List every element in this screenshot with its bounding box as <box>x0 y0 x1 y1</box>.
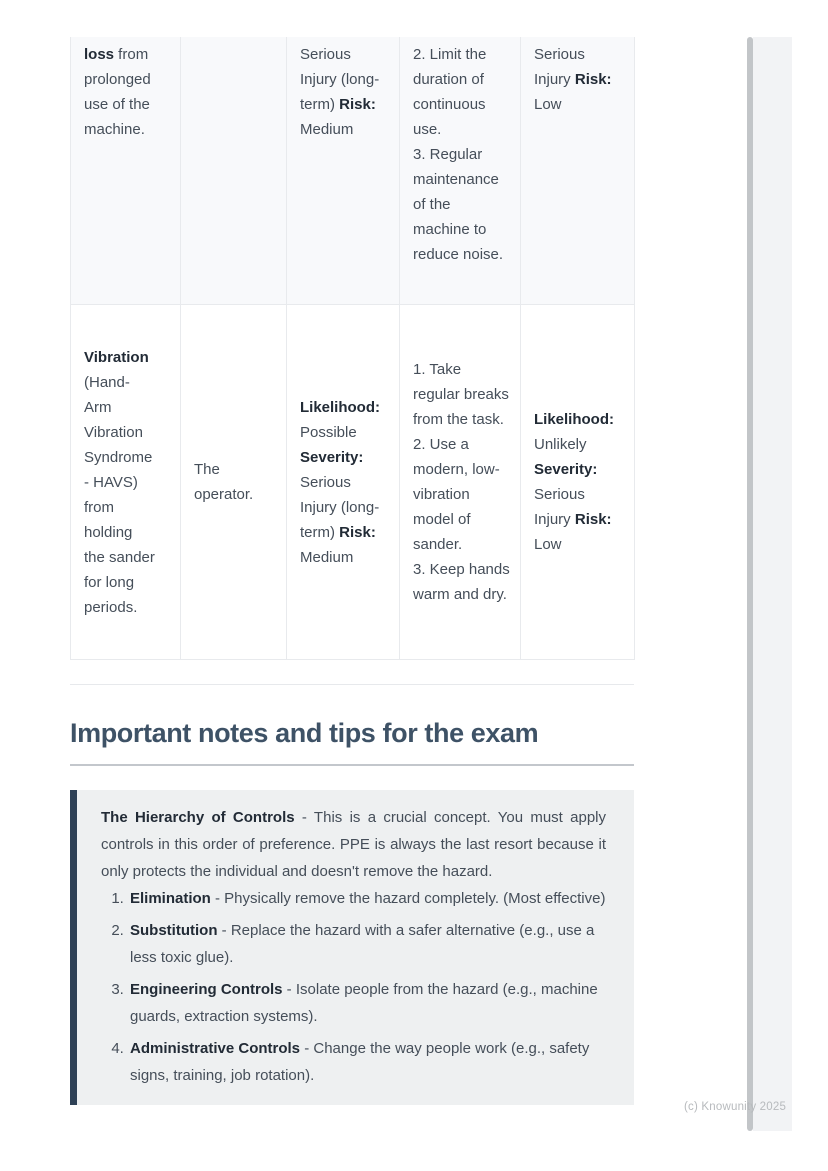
residual-risk-text: Likelihood: Unlikely Severity: Serious Injury Risk: Low <box>534 411 614 553</box>
cell-hazard-row1 <box>71 37 181 305</box>
control-item: 3. Regular maintenance of the machine to reduce noise. <box>413 146 504 263</box>
hierarchy-list <box>101 885 606 1089</box>
knowunity-watermark: (c) Knowunity 2025 <box>684 1101 787 1113</box>
initial-risk-text: Likelihood: Possible Severity: Serious Injury (long-term) Risk: Medium <box>300 398 380 566</box>
cell-residual-risk-row2 <box>521 305 635 660</box>
control-item: 1. Take regular breaks from the task. <box>413 361 509 428</box>
hazard-text: Vibration (Hand-Arm Vibration Syndrome - HAVS) from holding the sander for long periods. <box>84 348 155 616</box>
control-item: 2. Use a modern, low-vibration model of sander. <box>413 436 500 553</box>
cell-controls-row2 <box>400 305 521 660</box>
residual-risk-text: Serious Injury Risk: Low <box>534 46 612 113</box>
heading-rule <box>70 764 634 766</box>
cell-initial-risk-row1 <box>287 37 400 305</box>
cell-hazard-row2 <box>71 305 181 660</box>
hazard-text: loss from prolonged use of the machine. <box>84 46 151 138</box>
initial-risk-text: Serious Injury (long-term) Risk: Medium <box>300 46 380 138</box>
list-item-engineering-controls: 3. Engineering Controls - Isolate people from the hazard (e.g., machine guards, extraction systems). <box>128 976 606 1030</box>
list-item-administrative-controls: 4. Administrative Controls - Change the way people work (e.g., safety signs, training, job rotation). <box>128 1035 606 1089</box>
cell-initial-risk-row2 <box>287 305 400 660</box>
cell-residual-risk-row1 <box>521 37 635 305</box>
exam-tips-box <box>70 790 634 1105</box>
hierarchy-intro: The Hierarchy of Controls - This is a crucial concept. You must apply controls in this order of preference. PPE is always the last resort because it only protects the individual and doesn't remove the hazard. <box>101 809 607 880</box>
scrollbar-thumb[interactable] <box>747 37 753 1131</box>
next-page-edge <box>753 37 792 1131</box>
cell-controls-row1 <box>400 37 521 305</box>
hierarchy-term: The Hierarchy of Controls <box>101 809 295 826</box>
list-item-substitution: 2. Substitution - Replace the hazard with a safer alternative (e.g., use a less toxic glue). <box>128 917 606 971</box>
page-title: Important notes and tips for the exam <box>70 718 539 748</box>
hazard-term: loss <box>84 46 115 63</box>
control-item: 3. Keep hands warm and dry. <box>413 561 510 603</box>
list-item-elimination: 1. Elimination - Physically remove the hazard completely. (Most effective) <box>128 885 606 912</box>
control-item: 2. Limit the duration of continuous use. <box>413 46 487 138</box>
cell-persons-row1 <box>181 37 287 305</box>
risk-assessment-table <box>70 37 635 660</box>
hazard-term: Vibration <box>84 348 149 366</box>
section-divider <box>70 684 634 685</box>
cell-persons-row2: The operator. <box>181 305 287 660</box>
